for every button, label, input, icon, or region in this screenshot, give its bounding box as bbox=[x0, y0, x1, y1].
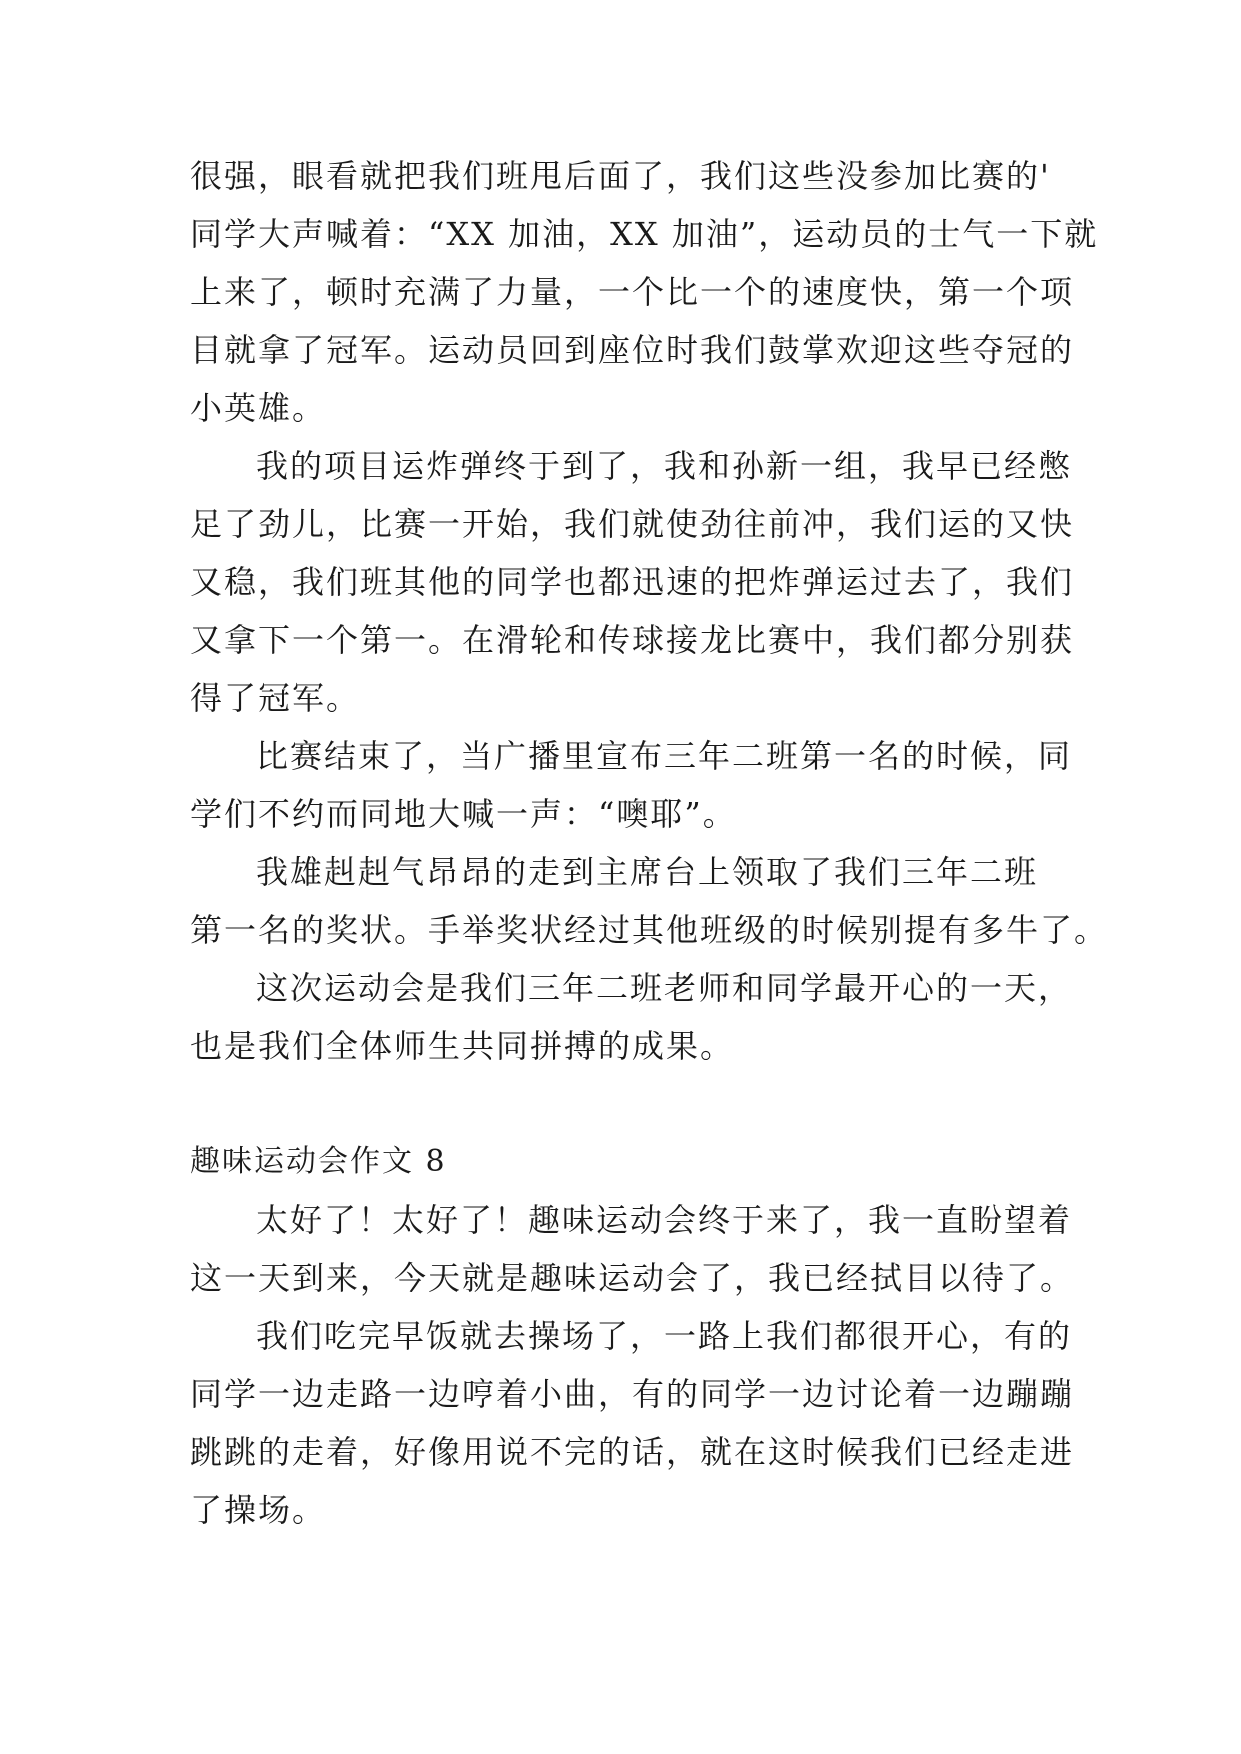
paragraph-line: 很强，眼看就把我们班甩后面了，我们这些没参加比赛的' bbox=[190, 157, 1051, 195]
paragraph-line: 了操场。 bbox=[190, 1491, 327, 1529]
paragraph-line: 我的项目运炸弹终于到了，我和孙新一组，我早已经憋 bbox=[256, 447, 1073, 485]
section-gap bbox=[190, 1075, 1090, 1133]
paragraph-line: 第一名的奖状。手举奖状经过其他班级的时候别提有多牛了。 bbox=[190, 911, 1109, 949]
paragraph-line: 又拿下一个第一。在滑轮和传球接龙比赛中，我们都分别获 bbox=[190, 621, 1075, 659]
document-body bbox=[190, 147, 1109, 1539]
paragraph-line: 小英雄。 bbox=[190, 389, 327, 427]
paragraph-line: 得了冠军。 bbox=[190, 679, 361, 717]
paragraph-line: 太好了！太好了！趣味运动会终于来了，我一直盼望着 bbox=[256, 1201, 1073, 1239]
paragraph-line: 也是我们全体师生共同拼搏的成果。 bbox=[190, 1027, 735, 1065]
paragraph-line: 跳跳的走着，好像用说不完的话，就在这时候我们已经走进 bbox=[190, 1433, 1075, 1471]
paragraph-line: 目就拿了冠军。运动员回到座位时我们鼓掌欢迎这些夺冠的 bbox=[190, 331, 1075, 369]
paragraph-line: 上来了，顿时充满了力量，一个比一个的速度快，第一个项 bbox=[190, 273, 1075, 311]
paragraph-line: 这一天到来，今天就是趣味运动会了，我已经拭目以待了。 bbox=[190, 1259, 1075, 1297]
paragraph-line: 我们吃完早饭就去操场了，一路上我们都很开心，有的 bbox=[256, 1317, 1073, 1355]
essay-title: 趣味运动会作文 8 bbox=[190, 1144, 447, 1179]
paragraph-line: 比赛结束了，当广播里宣布三年二班第一名的时候，同 bbox=[256, 737, 1073, 775]
paragraph-line: 同学一边走路一边哼着小曲，有的同学一边讨论着一边蹦蹦 bbox=[190, 1375, 1075, 1413]
paragraph-line: 这次运动会是我们三年二班老师和同学最开心的一天， bbox=[256, 969, 1073, 1007]
paragraph-line: 又稳，我们班其他的同学也都迅速的把炸弹运过去了，我们 bbox=[190, 563, 1075, 601]
paragraph-line: 我雄赳赳气昂昂的走到主席台上领取了我们三年二班 bbox=[256, 853, 1039, 891]
paragraph-line: 学们不约而同地大喊一声：“噢耶”。 bbox=[190, 795, 737, 833]
paragraph-line: 同学大声喊着：“XX 加油，XX 加油”，运动员的士气一下就 bbox=[190, 215, 1099, 253]
paragraph-line: 足了劲儿，比赛一开始，我们就使劲往前冲，我们运的又快 bbox=[190, 505, 1075, 543]
